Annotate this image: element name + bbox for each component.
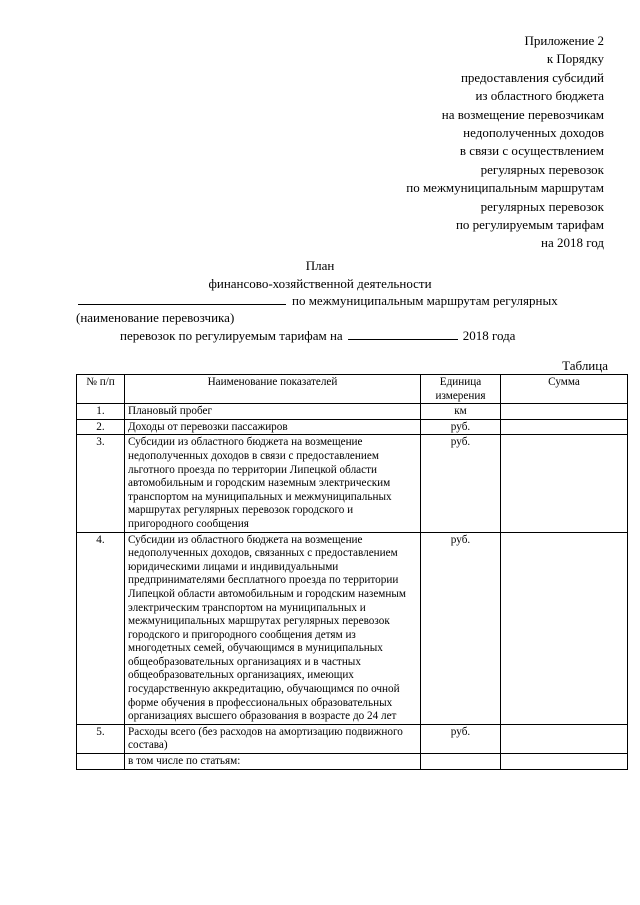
appendix-line: на возмещение перевозчикам (441, 106, 604, 122)
period-blank (348, 327, 458, 340)
carrier-name-blank (78, 292, 286, 305)
table-row (77, 404, 628, 420)
tariff-line-prefix: перевозок по регулируемым тарифам на (120, 328, 343, 343)
header-sum: Сумма (501, 375, 628, 404)
appendix-line: Приложение 2 (524, 33, 604, 48)
carrier-hint: (наименование перевозчика) (76, 310, 235, 325)
row-unit: руб. (421, 419, 501, 435)
plan-table (76, 374, 628, 770)
row-sum (501, 419, 628, 435)
row-unit: руб. (421, 724, 501, 753)
header-unit: Единица измерения (421, 375, 501, 404)
appendix-line: по регулируемым тарифам (455, 217, 604, 233)
appendix-line: регулярных перевозок (480, 161, 604, 177)
table-caption: Таблица (562, 358, 608, 373)
row-number: 2. (77, 419, 125, 435)
appendix-line: по межмуниципальным маршрутам (406, 180, 604, 196)
row-indicator: Субсидии из областного бюджета на возмещение недополученных доходов, связанных с предоставлением юридическими лицами и индивидуальными предпринимателями бесплатного проезда по территории Липецкой области автомобильным и городским наземным электрическим транспортом на муниципальных и межмуниципальных маршрутах регулярных перевозок городского и пригородного сообщения детям из многодетных семей, обучающимся в муниципальных общеобразовательных организациях и в частных общеобразовательных организациях, имеющих государственную аккредитацию, обучающимся по очной форме обучения в профессиональных образовательных организациях высшего образования в возрасте до 24 лет (125, 532, 421, 724)
appendix-line: недополученных доходов (463, 125, 604, 141)
row-unit: км (421, 404, 501, 420)
row-number: 1. (77, 404, 125, 420)
header-indicator: Наименование показателей (125, 375, 421, 404)
appendix-line: предоставления субсидий (460, 69, 604, 85)
table-row (77, 724, 628, 753)
row-number: 4. (77, 532, 125, 724)
table-row (77, 532, 628, 724)
row-indicator: Субсидии из областного бюджета на возмещение недополученных доходов в связи с предоставлением льготного проезда по территории Липецкой области автомобильным и городским наземным электрическим транспортом на муниципальных и межмуниципальных маршрутах регулярных перевозок городского и пригородного сообщения (125, 435, 421, 532)
plan-title: План (305, 258, 335, 273)
appendix-header (406, 32, 604, 253)
row-unit: руб. (421, 435, 501, 532)
row-indicator: Плановый пробег (125, 404, 421, 420)
appendix-line: регулярных перевозок (480, 198, 604, 214)
row-indicator: Доходы от перевозки пассажиров (125, 419, 421, 435)
row-sum (501, 532, 628, 724)
table-header-row (77, 375, 628, 404)
row-number: 3. (77, 435, 125, 532)
row-number (77, 754, 125, 770)
appendix-line: из областного бюджета (475, 88, 604, 104)
tariff-line-suffix: 2018 года (462, 328, 516, 343)
row-sum (501, 404, 628, 420)
table-row (77, 754, 628, 770)
appendix-line: на 2018 год (541, 235, 604, 251)
tariff-line (120, 327, 515, 344)
appendix-line: к Порядку (546, 51, 604, 67)
table-row (77, 435, 628, 532)
row-sum (501, 754, 628, 770)
plan-subtitle: финансово-хозяйственной деятельности (208, 276, 432, 291)
row-indicator: Расходы всего (без расходов на амортизацию подвижного состава) (125, 724, 421, 753)
table-row (77, 419, 628, 435)
carrier-line-text: по межмуниципальным маршрутам регулярных (292, 293, 558, 308)
row-sum (501, 435, 628, 532)
appendix-line: в связи с осуществлением (459, 143, 604, 159)
header-number: № п/п (77, 375, 125, 404)
carrier-line (78, 292, 558, 309)
row-unit: руб. (421, 532, 501, 724)
row-indicator: в том числе по статьям: (125, 754, 421, 770)
row-number: 5. (77, 724, 125, 753)
row-sum (501, 724, 628, 753)
row-unit (421, 754, 501, 770)
